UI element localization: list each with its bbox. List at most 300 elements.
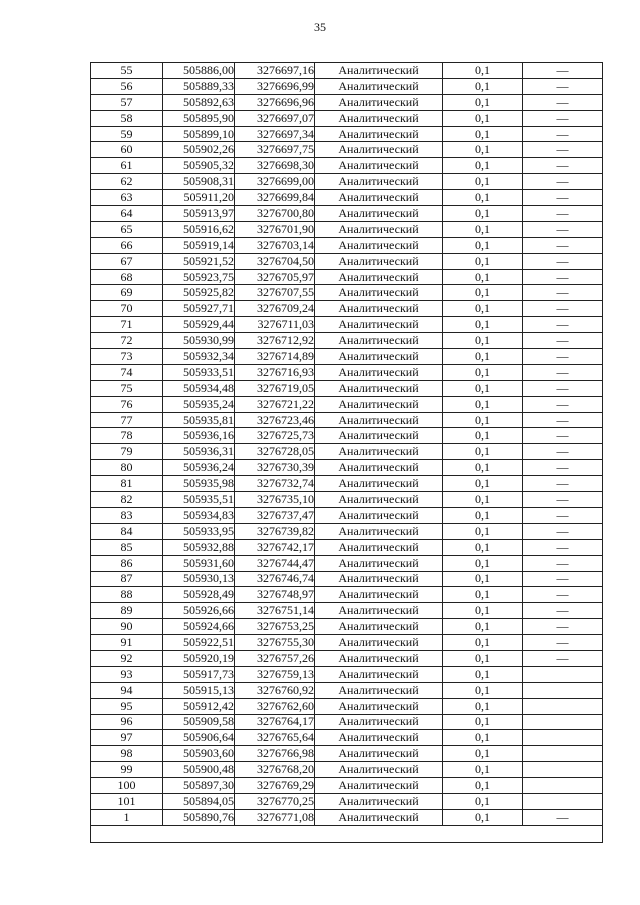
accuracy-cell: 0,1 (443, 778, 523, 794)
y-coordinate-cell: 3276753,25 (235, 619, 315, 635)
table-row (91, 317, 603, 333)
method-cell: Аналитический (315, 444, 443, 460)
x-coordinate-cell: 505933,51 (163, 364, 235, 380)
method-cell: Аналитический (315, 253, 443, 269)
y-coordinate-cell: 3276757,26 (235, 650, 315, 666)
accuracy-cell: 0,1 (443, 285, 523, 301)
table-row (91, 285, 603, 301)
method-cell: Аналитический (315, 603, 443, 619)
accuracy-cell: 0,1 (443, 476, 523, 492)
method-cell: Аналитический (315, 762, 443, 778)
accuracy-cell: 0,1 (443, 666, 523, 682)
x-coordinate-cell: 505929,44 (163, 317, 235, 333)
accuracy-cell: 0,1 (443, 460, 523, 476)
y-coordinate-cell: 3276696,99 (235, 78, 315, 94)
accuracy-cell: 0,1 (443, 380, 523, 396)
table-row (91, 63, 603, 79)
page-number: 35 (314, 20, 326, 34)
note-cell: — (523, 317, 603, 333)
note-cell: — (523, 539, 603, 555)
y-coordinate-cell: 3276700,80 (235, 206, 315, 222)
accuracy-cell: 0,1 (443, 587, 523, 603)
method-cell: Аналитический (315, 793, 443, 809)
point-number-cell: 99 (91, 762, 163, 778)
accuracy-cell: 0,1 (443, 428, 523, 444)
x-coordinate-cell: 505899,10 (163, 126, 235, 142)
note-cell: — (523, 63, 603, 79)
y-coordinate-cell: 3276770,25 (235, 793, 315, 809)
note-cell: — (523, 110, 603, 126)
method-cell: Аналитический (315, 619, 443, 635)
point-number-cell: 67 (91, 253, 163, 269)
method-cell: Аналитический (315, 666, 443, 682)
y-coordinate-cell: 3276701,90 (235, 221, 315, 237)
table-row (91, 682, 603, 698)
y-coordinate-cell: 3276697,34 (235, 126, 315, 142)
method-cell: Аналитический (315, 539, 443, 555)
y-coordinate-cell: 3276714,89 (235, 349, 315, 365)
point-number-cell: 78 (91, 428, 163, 444)
table-row (91, 587, 603, 603)
point-number-cell: 86 (91, 555, 163, 571)
x-coordinate-cell: 505909,58 (163, 714, 235, 730)
table-body (91, 63, 603, 826)
point-number-cell: 62 (91, 174, 163, 190)
x-coordinate-cell: 505912,42 (163, 698, 235, 714)
note-cell: — (523, 555, 603, 571)
accuracy-cell: 0,1 (443, 571, 523, 587)
accuracy-cell: 0,1 (443, 269, 523, 285)
note-cell: — (523, 221, 603, 237)
table-row (91, 778, 603, 794)
note-cell: — (523, 190, 603, 206)
x-coordinate-cell: 505932,34 (163, 349, 235, 365)
x-coordinate-cell: 505928,49 (163, 587, 235, 603)
table-empty-row (91, 825, 603, 842)
table-row (91, 793, 603, 809)
method-cell: Аналитический (315, 730, 443, 746)
table-row (91, 666, 603, 682)
accuracy-cell: 0,1 (443, 635, 523, 651)
method-cell: Аналитический (315, 190, 443, 206)
y-coordinate-cell: 3276759,13 (235, 666, 315, 682)
y-coordinate-cell: 3276723,46 (235, 412, 315, 428)
method-cell: Аналитический (315, 269, 443, 285)
note-cell (523, 666, 603, 682)
x-coordinate-cell: 505913,97 (163, 206, 235, 222)
x-coordinate-cell: 505935,81 (163, 412, 235, 428)
y-coordinate-cell: 3276760,92 (235, 682, 315, 698)
note-cell: — (523, 396, 603, 412)
table-row (91, 412, 603, 428)
table-row (91, 158, 603, 174)
table-row (91, 492, 603, 508)
point-number-cell: 56 (91, 78, 163, 94)
accuracy-cell: 0,1 (443, 746, 523, 762)
accuracy-cell: 0,1 (443, 730, 523, 746)
note-cell (523, 682, 603, 698)
table-row (91, 635, 603, 651)
method-cell: Аналитический (315, 317, 443, 333)
accuracy-cell: 0,1 (443, 333, 523, 349)
table-row (91, 206, 603, 222)
accuracy-cell: 0,1 (443, 78, 523, 94)
note-cell: — (523, 603, 603, 619)
accuracy-cell: 0,1 (443, 253, 523, 269)
accuracy-cell: 0,1 (443, 237, 523, 253)
x-coordinate-cell: 505936,24 (163, 460, 235, 476)
x-coordinate-cell: 505895,90 (163, 110, 235, 126)
accuracy-cell: 0,1 (443, 301, 523, 317)
y-coordinate-cell: 3276765,64 (235, 730, 315, 746)
accuracy-cell: 0,1 (443, 539, 523, 555)
note-cell: — (523, 476, 603, 492)
point-number-cell: 80 (91, 460, 163, 476)
table-row (91, 650, 603, 666)
accuracy-cell: 0,1 (443, 396, 523, 412)
table-row (91, 507, 603, 523)
accuracy-cell: 0,1 (443, 110, 523, 126)
method-cell: Аналитический (315, 555, 443, 571)
point-number-cell: 100 (91, 778, 163, 794)
x-coordinate-cell: 505919,14 (163, 237, 235, 253)
coordinates-table (90, 62, 603, 843)
y-coordinate-cell: 3276769,29 (235, 778, 315, 794)
table-row (91, 746, 603, 762)
accuracy-cell: 0,1 (443, 190, 523, 206)
point-number-cell: 77 (91, 412, 163, 428)
point-number-cell: 90 (91, 619, 163, 635)
x-coordinate-cell: 505915,13 (163, 682, 235, 698)
note-cell: — (523, 78, 603, 94)
method-cell: Аналитический (315, 778, 443, 794)
x-coordinate-cell: 505908,31 (163, 174, 235, 190)
y-coordinate-cell: 3276746,74 (235, 571, 315, 587)
y-coordinate-cell: 3276744,47 (235, 555, 315, 571)
note-cell: — (523, 174, 603, 190)
x-coordinate-cell: 505935,24 (163, 396, 235, 412)
accuracy-cell: 0,1 (443, 63, 523, 79)
note-cell: — (523, 349, 603, 365)
table-row (91, 126, 603, 142)
method-cell: Аналитический (315, 714, 443, 730)
point-number-cell: 1 (91, 809, 163, 825)
x-coordinate-cell: 505935,51 (163, 492, 235, 508)
accuracy-cell: 0,1 (443, 698, 523, 714)
x-coordinate-cell: 505936,31 (163, 444, 235, 460)
method-cell: Аналитический (315, 221, 443, 237)
y-coordinate-cell: 3276709,24 (235, 301, 315, 317)
x-coordinate-cell: 505903,60 (163, 746, 235, 762)
accuracy-cell: 0,1 (443, 793, 523, 809)
point-number-cell: 71 (91, 317, 163, 333)
x-coordinate-cell: 505905,32 (163, 158, 235, 174)
table-row (91, 619, 603, 635)
note-cell: — (523, 650, 603, 666)
table-row (91, 110, 603, 126)
x-coordinate-cell: 505920,19 (163, 650, 235, 666)
note-cell: — (523, 333, 603, 349)
point-number-cell: 73 (91, 349, 163, 365)
accuracy-cell: 0,1 (443, 492, 523, 508)
accuracy-cell: 0,1 (443, 221, 523, 237)
point-number-cell: 65 (91, 221, 163, 237)
method-cell: Аналитический (315, 78, 443, 94)
method-cell: Аналитический (315, 428, 443, 444)
note-cell (523, 762, 603, 778)
y-coordinate-cell: 3276697,75 (235, 142, 315, 158)
point-number-cell: 61 (91, 158, 163, 174)
note-cell: — (523, 253, 603, 269)
y-coordinate-cell: 3276716,93 (235, 364, 315, 380)
accuracy-cell: 0,1 (443, 682, 523, 698)
y-coordinate-cell: 3276748,97 (235, 587, 315, 603)
y-coordinate-cell: 3276762,60 (235, 698, 315, 714)
table-row (91, 142, 603, 158)
table-row (91, 714, 603, 730)
point-number-cell: 59 (91, 126, 163, 142)
table-row (91, 364, 603, 380)
x-coordinate-cell: 505894,05 (163, 793, 235, 809)
y-coordinate-cell: 3276742,17 (235, 539, 315, 555)
y-coordinate-cell: 3276737,47 (235, 507, 315, 523)
accuracy-cell: 0,1 (443, 650, 523, 666)
method-cell: Аналитический (315, 571, 443, 587)
x-coordinate-cell: 505926,66 (163, 603, 235, 619)
point-number-cell: 84 (91, 523, 163, 539)
y-coordinate-cell: 3276696,96 (235, 94, 315, 110)
point-number-cell: 95 (91, 698, 163, 714)
point-number-cell: 57 (91, 94, 163, 110)
note-cell (523, 746, 603, 762)
method-cell: Аналитический (315, 746, 443, 762)
x-coordinate-cell: 505934,83 (163, 507, 235, 523)
method-cell: Аналитический (315, 507, 443, 523)
x-coordinate-cell: 505934,48 (163, 380, 235, 396)
point-number-cell: 101 (91, 793, 163, 809)
accuracy-cell: 0,1 (443, 349, 523, 365)
y-coordinate-cell: 3276735,10 (235, 492, 315, 508)
method-cell: Аналитический (315, 126, 443, 142)
method-cell: Аналитический (315, 650, 443, 666)
accuracy-cell: 0,1 (443, 126, 523, 142)
y-coordinate-cell: 3276725,73 (235, 428, 315, 444)
y-coordinate-cell: 3276721,22 (235, 396, 315, 412)
point-number-cell: 64 (91, 206, 163, 222)
point-number-cell: 66 (91, 237, 163, 253)
note-cell: — (523, 237, 603, 253)
point-number-cell: 74 (91, 364, 163, 380)
y-coordinate-cell: 3276771,08 (235, 809, 315, 825)
x-coordinate-cell: 505889,33 (163, 78, 235, 94)
note-cell: — (523, 492, 603, 508)
point-number-cell: 91 (91, 635, 163, 651)
table-row (91, 730, 603, 746)
table-row (91, 762, 603, 778)
method-cell: Аналитический (315, 587, 443, 603)
x-coordinate-cell: 505921,52 (163, 253, 235, 269)
note-cell: — (523, 507, 603, 523)
table-row (91, 349, 603, 365)
note-cell: — (523, 809, 603, 825)
x-coordinate-cell: 505927,71 (163, 301, 235, 317)
note-cell (523, 778, 603, 794)
note-cell (523, 698, 603, 714)
point-number-cell: 87 (91, 571, 163, 587)
y-coordinate-cell: 3276697,07 (235, 110, 315, 126)
note-cell: — (523, 428, 603, 444)
note-cell: — (523, 158, 603, 174)
table-row (91, 94, 603, 110)
point-number-cell: 76 (91, 396, 163, 412)
table-row (91, 78, 603, 94)
table-row (91, 476, 603, 492)
y-coordinate-cell: 3276697,16 (235, 63, 315, 79)
y-coordinate-cell: 3276730,39 (235, 460, 315, 476)
y-coordinate-cell: 3276698,30 (235, 158, 315, 174)
x-coordinate-cell: 505930,13 (163, 571, 235, 587)
note-cell: — (523, 94, 603, 110)
y-coordinate-cell: 3276705,97 (235, 269, 315, 285)
note-cell: — (523, 301, 603, 317)
y-coordinate-cell: 3276719,05 (235, 380, 315, 396)
x-coordinate-cell: 505890,76 (163, 809, 235, 825)
point-number-cell: 89 (91, 603, 163, 619)
table-row (91, 221, 603, 237)
accuracy-cell: 0,1 (443, 714, 523, 730)
method-cell: Аналитический (315, 476, 443, 492)
y-coordinate-cell: 3276699,84 (235, 190, 315, 206)
y-coordinate-cell: 3276764,17 (235, 714, 315, 730)
point-number-cell: 63 (91, 190, 163, 206)
note-cell: — (523, 142, 603, 158)
y-coordinate-cell: 3276766,98 (235, 746, 315, 762)
accuracy-cell: 0,1 (443, 555, 523, 571)
method-cell: Аналитический (315, 333, 443, 349)
note-cell: — (523, 412, 603, 428)
table-row (91, 460, 603, 476)
y-coordinate-cell: 3276712,92 (235, 333, 315, 349)
accuracy-cell: 0,1 (443, 762, 523, 778)
table-row (91, 555, 603, 571)
note-cell (523, 730, 603, 746)
point-number-cell: 85 (91, 539, 163, 555)
method-cell: Аналитический (315, 301, 443, 317)
method-cell: Аналитический (315, 110, 443, 126)
x-coordinate-cell: 505933,95 (163, 523, 235, 539)
table-row (91, 190, 603, 206)
point-number-cell: 69 (91, 285, 163, 301)
accuracy-cell: 0,1 (443, 444, 523, 460)
y-coordinate-cell: 3276728,05 (235, 444, 315, 460)
table-row (91, 333, 603, 349)
point-number-cell: 96 (91, 714, 163, 730)
method-cell: Аналитический (315, 412, 443, 428)
point-number-cell: 68 (91, 269, 163, 285)
point-number-cell: 58 (91, 110, 163, 126)
table-row (91, 396, 603, 412)
point-number-cell: 75 (91, 380, 163, 396)
x-coordinate-cell: 505911,20 (163, 190, 235, 206)
y-coordinate-cell: 3276704,50 (235, 253, 315, 269)
y-coordinate-cell: 3276755,30 (235, 635, 315, 651)
method-cell: Аналитический (315, 206, 443, 222)
accuracy-cell: 0,1 (443, 523, 523, 539)
y-coordinate-cell: 3276699,00 (235, 174, 315, 190)
note-cell: — (523, 206, 603, 222)
x-coordinate-cell: 505886,00 (163, 63, 235, 79)
x-coordinate-cell: 505924,66 (163, 619, 235, 635)
accuracy-cell: 0,1 (443, 412, 523, 428)
method-cell: Аналитический (315, 809, 443, 825)
method-cell: Аналитический (315, 94, 443, 110)
method-cell: Аналитический (315, 698, 443, 714)
table-row (91, 269, 603, 285)
table-row (91, 237, 603, 253)
x-coordinate-cell: 505906,64 (163, 730, 235, 746)
accuracy-cell: 0,1 (443, 142, 523, 158)
point-number-cell: 94 (91, 682, 163, 698)
y-coordinate-cell: 3276711,03 (235, 317, 315, 333)
table-row (91, 428, 603, 444)
y-coordinate-cell: 3276703,14 (235, 237, 315, 253)
method-cell: Аналитический (315, 63, 443, 79)
x-coordinate-cell: 505922,51 (163, 635, 235, 651)
method-cell: Аналитический (315, 349, 443, 365)
method-cell: Аналитический (315, 523, 443, 539)
point-number-cell: 92 (91, 650, 163, 666)
note-cell: — (523, 444, 603, 460)
method-cell: Аналитический (315, 158, 443, 174)
table-row (91, 809, 603, 825)
note-cell: — (523, 285, 603, 301)
note-cell: — (523, 523, 603, 539)
note-cell: — (523, 380, 603, 396)
accuracy-cell: 0,1 (443, 619, 523, 635)
note-cell: — (523, 126, 603, 142)
point-number-cell: 55 (91, 63, 163, 79)
method-cell: Аналитический (315, 364, 443, 380)
y-coordinate-cell: 3276768,20 (235, 762, 315, 778)
x-coordinate-cell: 505897,30 (163, 778, 235, 794)
accuracy-cell: 0,1 (443, 94, 523, 110)
x-coordinate-cell: 505917,73 (163, 666, 235, 682)
accuracy-cell: 0,1 (443, 364, 523, 380)
x-coordinate-cell: 505935,98 (163, 476, 235, 492)
table-row (91, 301, 603, 317)
note-cell (523, 793, 603, 809)
note-cell: — (523, 635, 603, 651)
accuracy-cell: 0,1 (443, 507, 523, 523)
table-row (91, 253, 603, 269)
method-cell: Аналитический (315, 142, 443, 158)
point-number-cell: 98 (91, 746, 163, 762)
point-number-cell: 60 (91, 142, 163, 158)
x-coordinate-cell: 505925,82 (163, 285, 235, 301)
y-coordinate-cell: 3276751,14 (235, 603, 315, 619)
table-row (91, 603, 603, 619)
method-cell: Аналитический (315, 635, 443, 651)
x-coordinate-cell: 505916,62 (163, 221, 235, 237)
note-cell: — (523, 619, 603, 635)
point-number-cell: 88 (91, 587, 163, 603)
note-cell: — (523, 269, 603, 285)
point-number-cell: 83 (91, 507, 163, 523)
accuracy-cell: 0,1 (443, 206, 523, 222)
table-row (91, 698, 603, 714)
y-coordinate-cell: 3276732,74 (235, 476, 315, 492)
method-cell: Аналитический (315, 237, 443, 253)
